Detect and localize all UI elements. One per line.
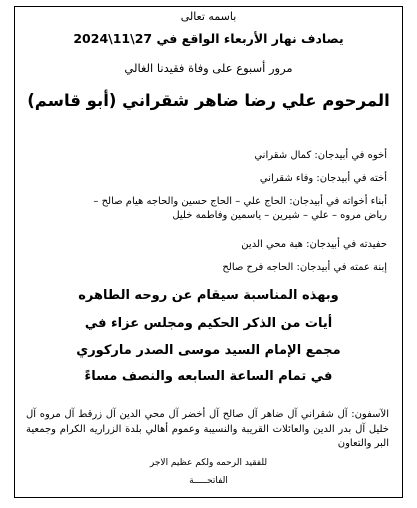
- sister-line: أخته في أبيدجان: وفاء شقراني: [259, 173, 387, 184]
- mourners-paragraph: الآسفون: آل شقراني آل ضاهر آل صالح آل أخضر آل محي الدين آل زرقط آل مروه آل خليل آل بدر الدين والعائلات القريبة والنسيبة وعموم أهالي بلدة الزراريه الكرام وجمعية البر والتعاون: [26, 409, 389, 449]
- cousin-line: إبنة عمته في أبيدجان: الحاجه فرح صالح: [222, 262, 387, 273]
- date-line: يصادف نهار الأربعاء الواقع في 27\11\2024: [73, 31, 344, 46]
- sisters-children-line-2: رياض مروه – علي – شيرين – ياسمين وفاطمه خليل: [172, 210, 387, 221]
- granddaughter-line: حفيدته في أبيدجان: هبة محي الدين: [241, 239, 387, 250]
- announcement-line-2: أيات من الذكر الحكيم ومجلس عزاء في: [84, 316, 333, 331]
- announcement-line-1: وبهذه المناسبة سيقام عن روحه الطاهره: [78, 288, 339, 303]
- brother-line: أخوه في أبيدجان: كمال شقراني: [254, 150, 387, 161]
- sisters-children-line-1: أبناء أخواته في أبيدجان: الحاج علي – الحاج حسين والحاجه هيام صالح –: [93, 196, 387, 207]
- deceased-name: المرحوم علي رضا ضاهر شقراني (أبو قاسم): [27, 91, 390, 110]
- occasion-line: مرور أسبوع على وفاة فقيدنا الغالي: [124, 61, 293, 75]
- basmala: باسمه تعالى: [180, 10, 237, 23]
- fatiha-line: الفاتحـــــة: [189, 476, 228, 486]
- announcement-line-3: مجمع الإمام السيد موسى الصدر ماركوري: [76, 343, 341, 358]
- condolence-prayer: للفقيد الرحمه ولكم عظيم الاجر: [149, 458, 268, 468]
- announcement-line-4: في تمام الساعة السابعه والنصف مساءً: [84, 369, 333, 384]
